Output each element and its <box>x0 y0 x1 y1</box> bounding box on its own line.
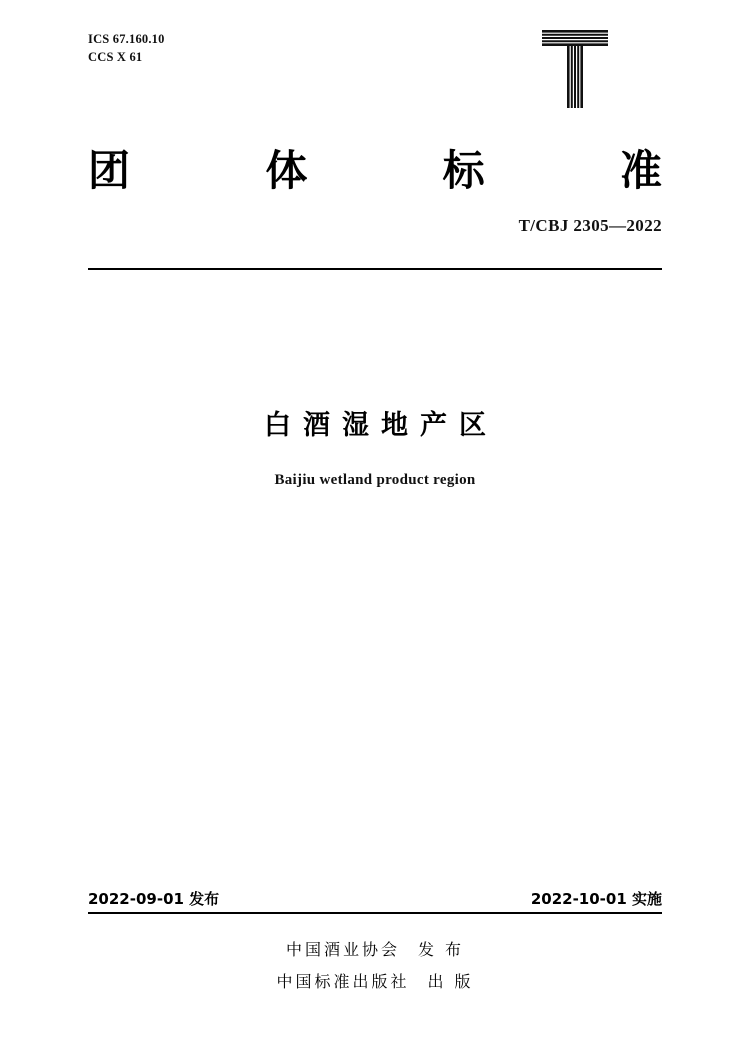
standard-type-char-2: 体 <box>265 146 308 195</box>
publisher-line-issuer <box>0 934 750 966</box>
publisher-verb: 发 布 <box>417 940 465 959</box>
footer-divider <box>88 912 662 914</box>
issue-date: 2022-09-01 发布 <box>88 890 220 908</box>
ccs-code: CCS X 61 <box>88 50 143 65</box>
publisher-block <box>0 934 750 998</box>
press-organization: 中国标准出版社 <box>276 972 410 991</box>
publisher-line-press <box>0 966 750 998</box>
t-standard-logo-icon <box>540 28 610 110</box>
standard-type-title <box>88 138 662 198</box>
publisher-organization: 中国酒业协会 <box>285 940 400 959</box>
standard-type-char-1: 团 <box>88 146 131 195</box>
ics-code: ICS 67.160.10 <box>88 32 165 46</box>
document-title-chinese: 白酒湿地产区 <box>264 410 498 441</box>
document-title-english: Baijiu wetland product region <box>274 472 476 488</box>
standard-type-char-4: 准 <box>619 146 662 195</box>
implementation-date: 2022-10-01 实施 <box>530 890 662 908</box>
standard-type-char-3: 标 <box>442 146 485 195</box>
footer-dates <box>88 888 662 909</box>
standard-number: T/CBJ 2305—2022 <box>518 216 662 235</box>
header-divider <box>88 268 662 270</box>
press-verb: 出 版 <box>427 972 474 991</box>
ics-classification-block <box>88 30 165 66</box>
